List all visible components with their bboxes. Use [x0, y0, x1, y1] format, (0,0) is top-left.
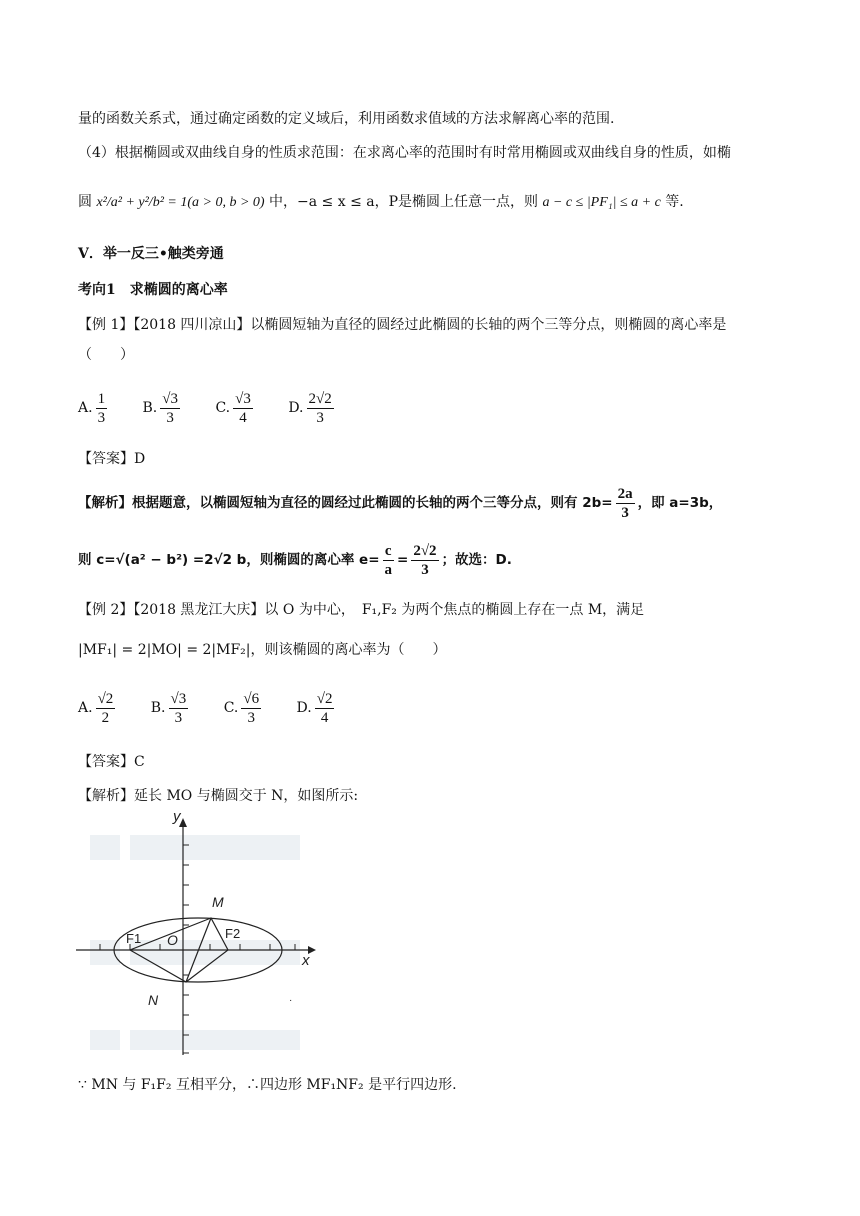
option-a: A. $\frac{√2}{2}$	[78, 690, 114, 726]
point-f1-label: F1	[126, 931, 142, 946]
analysis-1b: ，即 a=3b，	[637, 495, 723, 511]
point-f2-label: F2	[225, 926, 241, 941]
intro-line-3-mid: 中，−a ≤ x ≤ a，P是椭圆上任意一点，则	[269, 194, 539, 210]
example-1-options	[78, 388, 365, 428]
conclusion: ∵ MN 与 F₁F₂ 互相平分，∴四边形 MF₁NF₂ 是平行四边形.	[78, 1077, 457, 1093]
example-2-analysis: 【解析】延长 MO 与椭圆交于 N，如图所示:	[78, 788, 359, 804]
example-1-stem: 【例 1】【2018 四川凉山】以椭圆短轴为直径的圆经过此椭圆的长轴的两个三等分点，则椭圆的离心率是	[78, 317, 727, 333]
example-1-blank: （ ）	[78, 347, 134, 363]
ellipse-equation: x²/a² + y²/b² = 1(a > 0, b > 0)	[96, 195, 265, 210]
example-2-answer: 【答案】C	[78, 754, 145, 770]
ellipse-figure	[70, 805, 330, 1060]
option-d: D. $\frac{√2}{4}$	[296, 690, 333, 726]
option-c: C. $\frac{√3}{4}$	[215, 390, 251, 426]
kaoxiang-title: 考向1 求椭圆的离心率	[78, 282, 228, 298]
y-axis-label: y	[173, 808, 181, 825]
analysis-1a: 【解析】根据题意，以椭圆短轴为直径的圆经过此椭圆的长轴的两个三等分点，则有 2b=	[78, 495, 613, 511]
example-1-analysis-line-2: 则 c=√(a² − b²) =2√2 b，则椭圆的离心率 e= $\frac{c}{a}$ = $\frac{2√2}{3}$ ；故选：D.	[78, 542, 512, 578]
option-b: B. $\frac{√3}{3}$	[150, 690, 187, 726]
example-2-condition: |MF₁| = 2|MO| = 2|MF₂|，则该椭圆的离心率为（ ）	[78, 642, 447, 658]
section-title: V．举一反三•触类旁通	[78, 246, 224, 262]
intro-line-3	[78, 182, 684, 223]
option-d: D. $\frac{2√2}{3}$	[288, 390, 332, 426]
example-1-analysis-line-1: 【解析】根据题意，以椭圆短轴为直径的圆经过此椭圆的长轴的两个三等分点，则有 2b= $\frac{2a}{3}$ ，即 a=3b，	[78, 485, 723, 521]
dot-mark: ·	[289, 995, 293, 1006]
intro-line-3-end: 等.	[665, 194, 684, 210]
example-2-options	[78, 688, 365, 728]
option-a: A. $\frac{1}{3}$	[78, 390, 106, 426]
intro-line-3-prefix: 圆	[78, 194, 92, 210]
intro-line-2: （4）根据椭圆或双曲线自身的性质求范围：在求离心率的范围时有时常用椭圆或双曲线自身的性质，如椭	[78, 145, 731, 161]
analysis-2a: 则 c=√(a² − b²) =2√2 b，则椭圆的离心率 e=	[78, 552, 380, 568]
intro-line-1: 量的函数关系式，通过确定函数的定义域后，利用函数求值域的方法求解离心率的范围.	[78, 111, 615, 127]
x-axis-label: x	[302, 952, 310, 969]
focal-inequality: a − c ≤ |PF₁| ≤ a + c	[542, 195, 661, 210]
watermark	[90, 835, 300, 1050]
example-1-answer: 【答案】D	[78, 451, 146, 467]
option-b: B. $\frac{√3}{3}$	[142, 390, 178, 426]
analysis-2b: ；故选：D.	[441, 552, 512, 568]
option-c: C. $\frac{√6}{3}$	[223, 690, 260, 726]
point-o-label: O	[167, 932, 178, 948]
point-m-label: M	[212, 894, 224, 910]
point-n-label: N	[148, 992, 159, 1008]
example-2-stem: 【例 2】【2018 黑龙江大庆】以 O 为中心， F₁,F₂ 为两个焦点的椭圆上存在一点 M，满足	[78, 602, 645, 618]
